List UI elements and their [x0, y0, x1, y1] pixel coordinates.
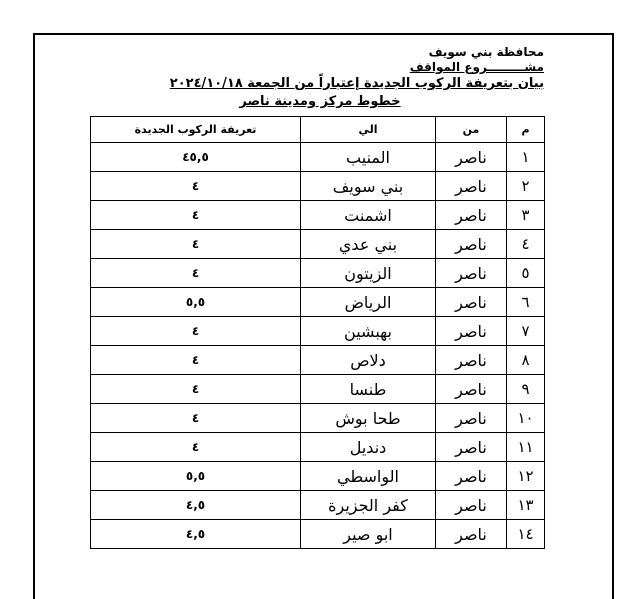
- row-to: ابو صير: [301, 520, 436, 549]
- fares-table: [90, 116, 545, 549]
- table-row: [91, 404, 545, 433]
- table-header-row: [91, 117, 545, 143]
- row-from: ناصر: [436, 346, 507, 375]
- document-title: بيان بتعريفة الركوب الجديدة إعتباراً من الجمعة ٢٠٢٤/١٠/١٨: [169, 76, 544, 91]
- row-fare: ٤,٥: [91, 520, 301, 549]
- row-to: الرياض: [301, 288, 436, 317]
- row-to: الزيتون: [301, 259, 436, 288]
- row-num: ١: [507, 143, 545, 172]
- table-row: [91, 143, 545, 172]
- table-row: [91, 375, 545, 404]
- row-num: ٤: [507, 230, 545, 259]
- row-to: كفر الجزيرة: [301, 491, 436, 520]
- governorate-name: محافظة بني سويف: [428, 45, 544, 59]
- row-num: ٣: [507, 201, 545, 230]
- row-from: ناصر: [436, 259, 507, 288]
- table-row: [91, 259, 545, 288]
- table-row: [91, 317, 545, 346]
- row-from: ناصر: [436, 172, 507, 201]
- row-fare: ٤: [91, 172, 301, 201]
- row-num: ١٣: [507, 491, 545, 520]
- row-from: ناصر: [436, 230, 507, 259]
- header-from: من: [436, 117, 507, 143]
- table-row: [91, 520, 545, 549]
- row-fare: ٤: [91, 404, 301, 433]
- table-row: [91, 201, 545, 230]
- row-num: ٦: [507, 288, 545, 317]
- row-fare: ٤: [91, 346, 301, 375]
- row-to: طحا بوش: [301, 404, 436, 433]
- row-num: ٩: [507, 375, 545, 404]
- row-fare: ٤٥,٥: [91, 143, 301, 172]
- row-fare: ٤,٥: [91, 491, 301, 520]
- row-to: طنسا: [301, 375, 436, 404]
- row-to: المنيب: [301, 143, 436, 172]
- table-row: [91, 433, 545, 462]
- row-to: بني سويف: [301, 172, 436, 201]
- row-to: دلاص: [301, 346, 436, 375]
- row-from: ناصر: [436, 288, 507, 317]
- row-fare: ٤: [91, 230, 301, 259]
- row-from: ناصر: [436, 375, 507, 404]
- row-to: دنديل: [301, 433, 436, 462]
- document-subtitle: خطوط مركز ومدينة ناصر: [239, 94, 401, 109]
- table-row: [91, 491, 545, 520]
- row-from: ناصر: [436, 520, 507, 549]
- row-num: ١٤: [507, 520, 545, 549]
- row-from: ناصر: [436, 317, 507, 346]
- table-row: [91, 230, 545, 259]
- project-name: مشـــــــــروع المواقف: [409, 60, 544, 74]
- row-fare: ٤: [91, 201, 301, 230]
- row-fare: ٤: [91, 375, 301, 404]
- header-fare: تعريفة الركوب الجديدة: [91, 117, 301, 143]
- row-num: ٧: [507, 317, 545, 346]
- row-to: بهبشين: [301, 317, 436, 346]
- header-num: م: [507, 117, 545, 143]
- header-to: الي: [301, 117, 436, 143]
- table-row: [91, 288, 545, 317]
- row-fare: ٤: [91, 259, 301, 288]
- row-fare: ٥,٥: [91, 288, 301, 317]
- row-num: ٢: [507, 172, 545, 201]
- document-header: [410, 44, 544, 75]
- row-num: ١٠: [507, 404, 545, 433]
- row-from: ناصر: [436, 491, 507, 520]
- row-to: بني عدي: [301, 230, 436, 259]
- table-row: [91, 462, 545, 491]
- table-row: [91, 172, 545, 201]
- row-fare: ٤: [91, 317, 301, 346]
- row-to: الواسطي: [301, 462, 436, 491]
- row-num: ١٢: [507, 462, 545, 491]
- table-body: [91, 143, 545, 549]
- row-to: اشمنت: [301, 201, 436, 230]
- row-from: ناصر: [436, 433, 507, 462]
- row-num: ٥: [507, 259, 545, 288]
- row-fare: ٥,٥: [91, 462, 301, 491]
- row-from: ناصر: [436, 143, 507, 172]
- row-num: ١١: [507, 433, 545, 462]
- row-fare: ٤: [91, 433, 301, 462]
- row-from: ناصر: [436, 201, 507, 230]
- row-from: ناصر: [436, 404, 507, 433]
- row-from: ناصر: [436, 462, 507, 491]
- row-num: ٨: [507, 346, 545, 375]
- table-row: [91, 346, 545, 375]
